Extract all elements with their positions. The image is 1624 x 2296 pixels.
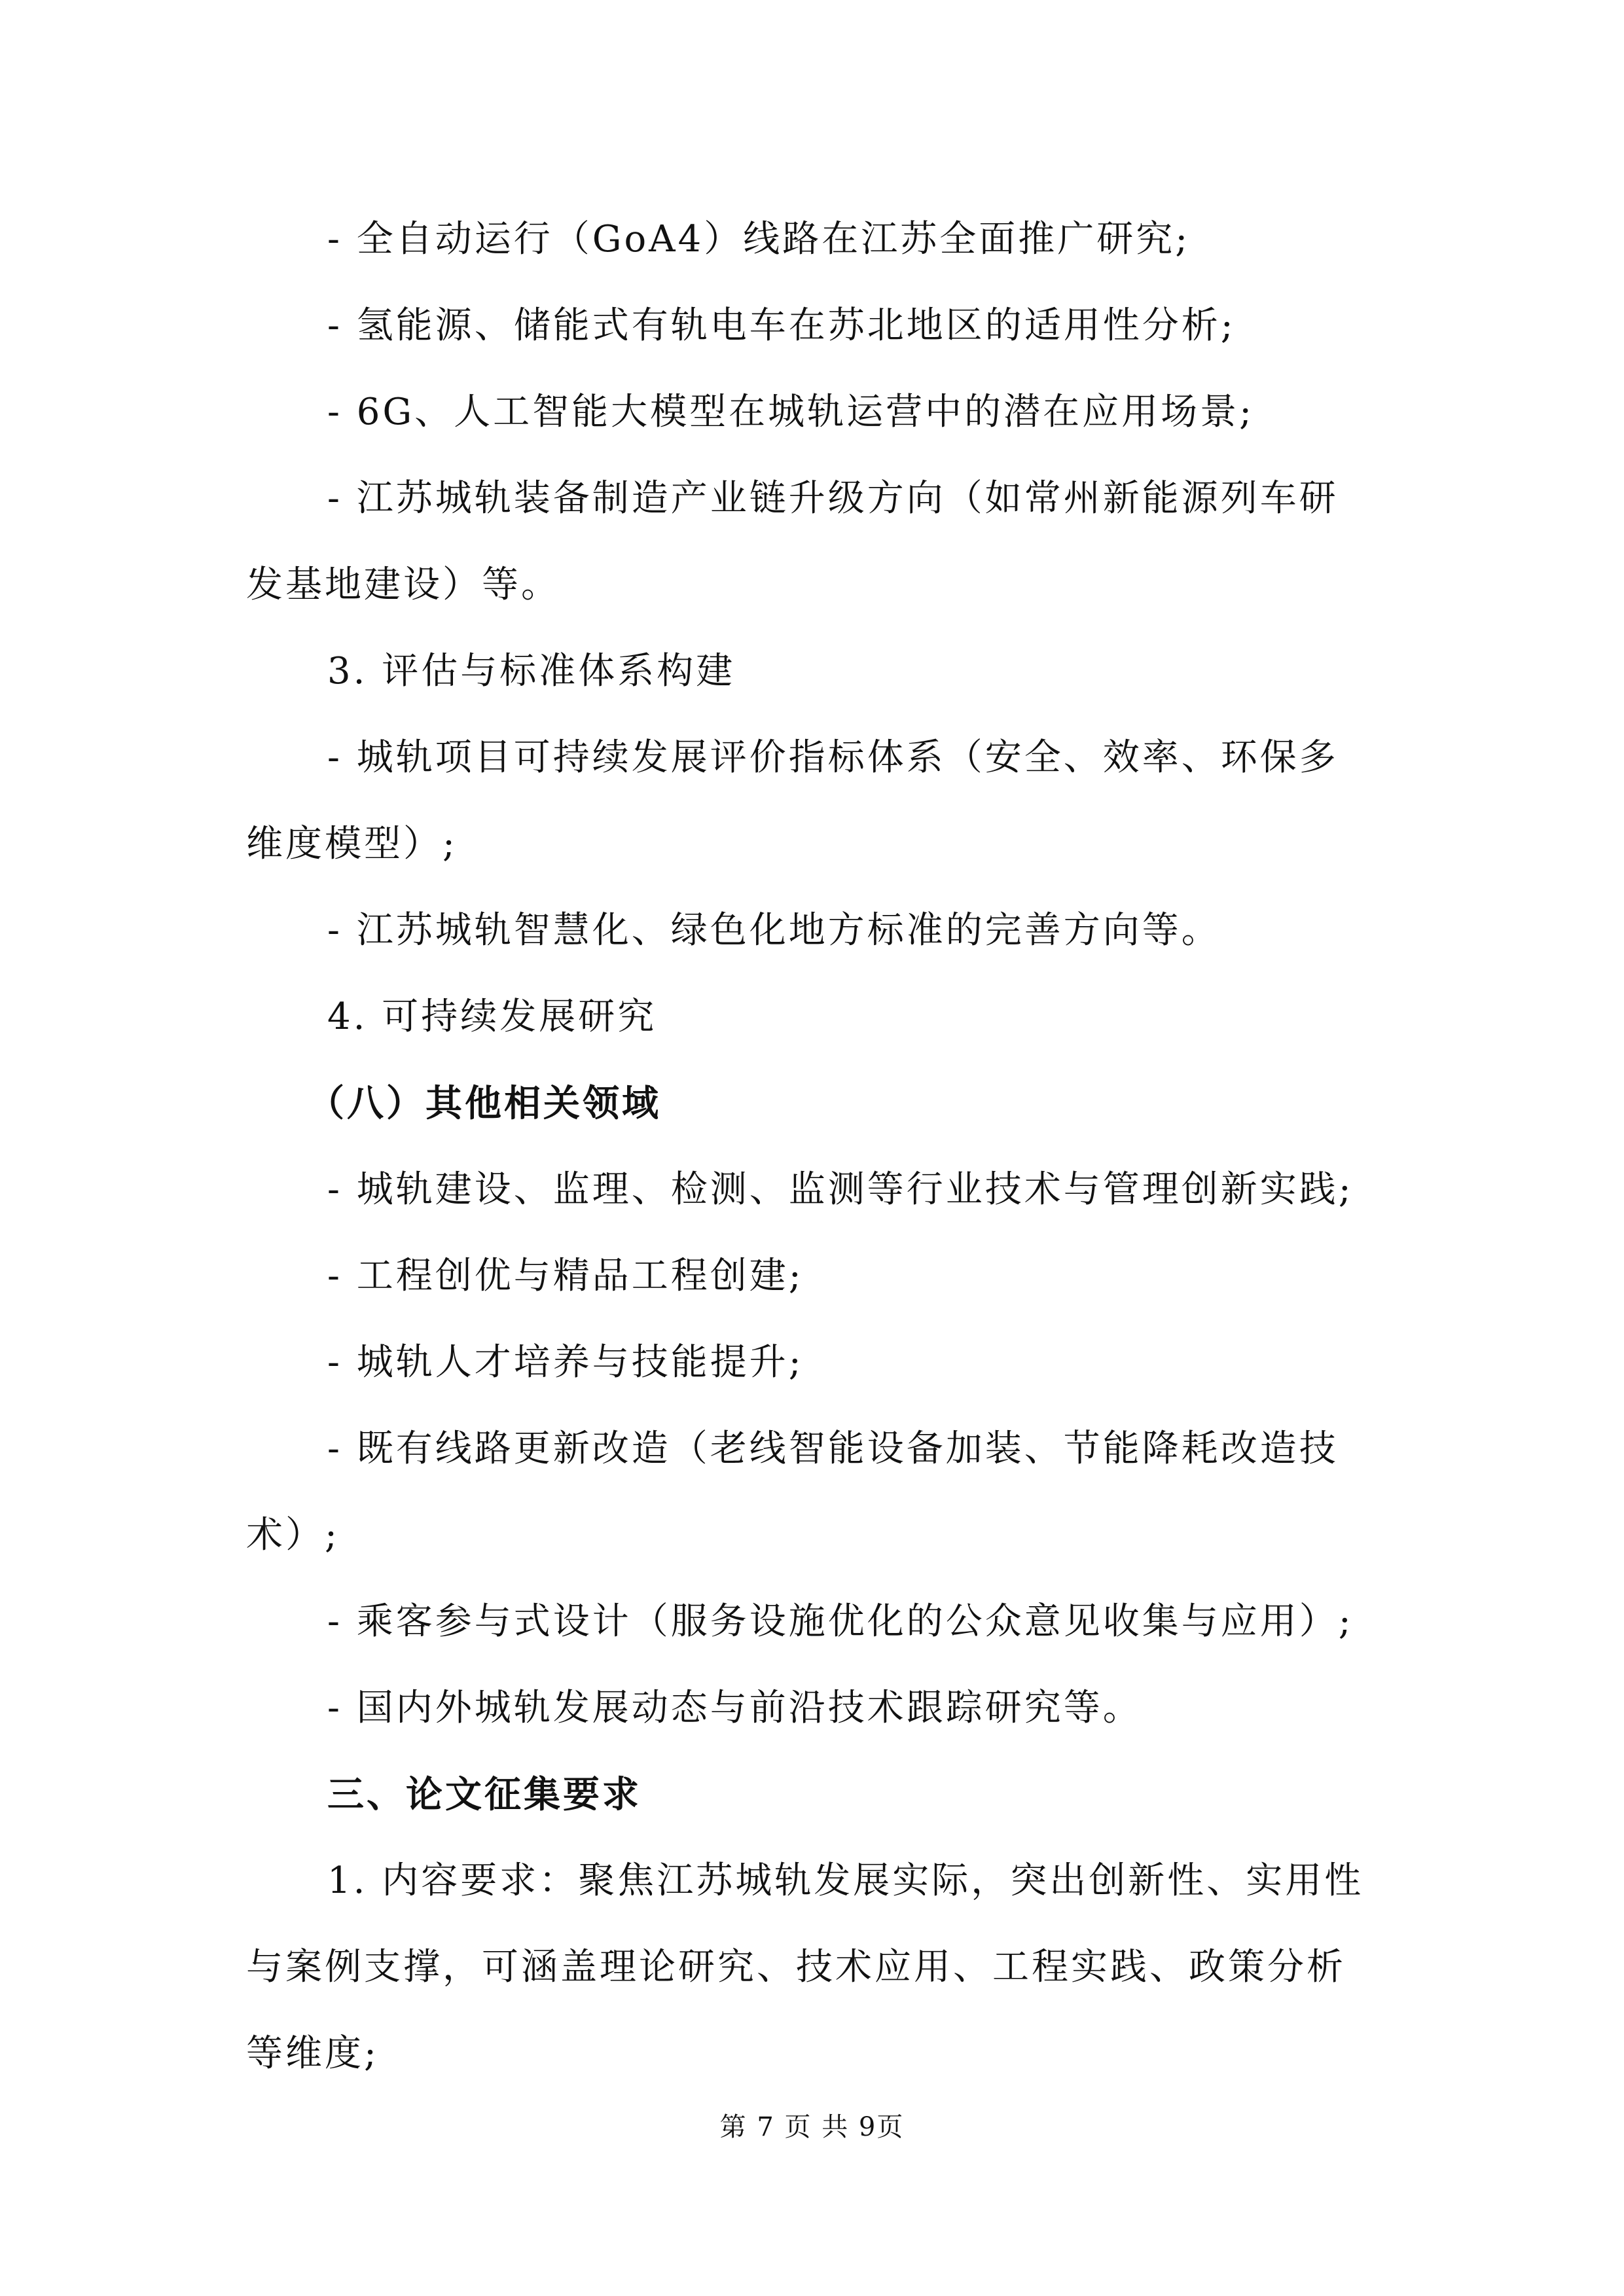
section-heading-paper-requirements: 三、论文征集要求 [327,1773,641,1816]
bullet-equipment-industry: - 江苏城轨装备制造产业链升级方向（如常州新能源列车研 [327,477,1339,520]
bullet-talent-training: - 城轨人才培养与技能提升; [327,1341,804,1384]
bullet-line-renovation-cont: 术）; [246,1514,340,1556]
bullet-goa4: - 全自动运行（GoA4）线路在江苏全面推广研究; [327,218,1191,260]
bullet-6g-ai: - 6G、人工智能大模型在城轨运营中的潜在应用场景; [327,391,1254,433]
subheading-other-fields: （八）其他相关领域 [308,1082,661,1125]
page-number-footer: 第 7 页 共 9页 [719,2112,905,2142]
numbered-content-requirements-cont-1: 与案例支撑，可涵盖理论研究、技术应用、工程实践、政策分析 [246,1946,1346,1988]
bullet-line-renovation: - 既有线路更新改造（老线智能设备加装、节能降耗改造技 [327,1427,1339,1470]
bullet-evaluation-index-cont: 维度模型）; [246,823,458,865]
bullet-hydrogen-tram: - 氢能源、储能式有轨电车在苏北地区的适用性分析; [327,304,1236,347]
numbered-content-requirements-cont-2: 等维度; [246,2032,379,2075]
bullet-local-standards: - 江苏城轨智慧化、绿色化地方标准的完善方向等。 [327,909,1221,952]
bullet-frontier-tracking: - 国内外城轨发展动态与前沿技术跟踪研究等。 [327,1687,1142,1729]
numbered-sustainable-research: 4. 可持续发展研究 [327,996,657,1038]
bullet-passenger-design: - 乘客参与式设计（服务设施优化的公众意见收集与应用）; [327,1600,1354,1643]
bullet-quality-engineering: - 工程创优与精品工程创建; [327,1255,804,1297]
numbered-evaluation-standards: 3. 评估与标准体系构建 [327,650,736,692]
bullet-equipment-industry-cont: 发基地建设）等。 [246,564,560,606]
numbered-content-requirements: 1. 内容要求：聚焦江苏城轨发展实际，突出创新性、实用性 [327,1859,1364,1902]
bullet-evaluation-index: - 城轨项目可持续发展评价指标体系（安全、效率、环保多 [327,736,1339,779]
bullet-construction-innovation: - 城轨建设、监理、检测、监测等行业技术与管理创新实践; [327,1168,1354,1211]
